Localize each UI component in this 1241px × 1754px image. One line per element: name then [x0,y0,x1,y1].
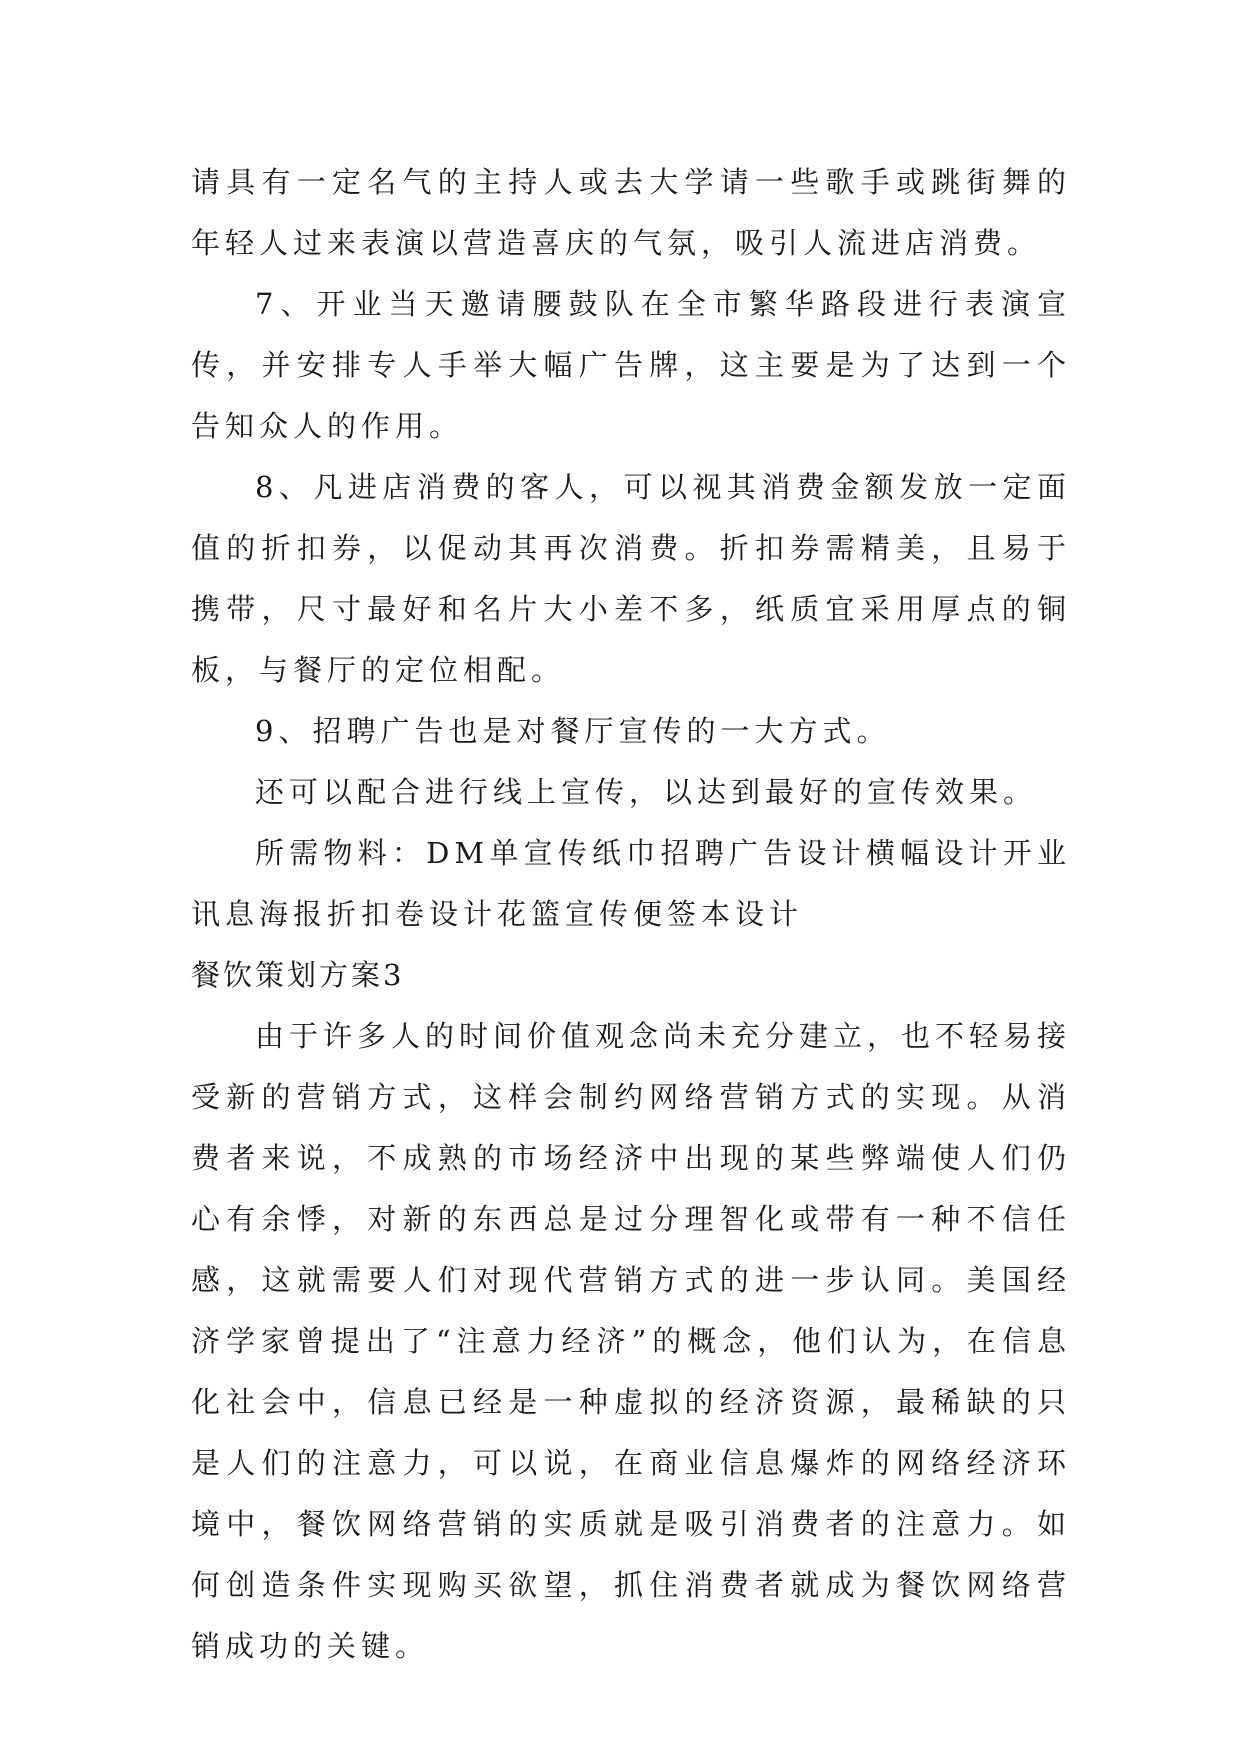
paragraph-section-body: 由于许多人的时间价值观念尚未充分建立，也不轻易接受新的营销方式，这样会制约网络营销方式的实现。从消费者来说，不成熟的市场经济中出现的某些弊端使人们仍心有余悸，对新的东西总是过分理智化或带有一种不信任感，这就需要人们对现代营销方式的进一步认同。美国经济学家曾提出了“注意力经济”的概念，他们认为，在信息化社会中，信息已经是一种虚拟的经济资源，最稀缺的只是人们的注意力，可以说，在商业信息爆炸的网络经济环境中，餐饮网络营销的实质就是吸引消费者的注意力。如何创造条件实现购买欲望，抓住消费者就成为餐饮网络营销成功的关键。 [191,1019,1072,1663]
paragraph-online-promotion: 还可以配合进行线上宣传，以达到最好的宣传效果。 [255,775,1038,809]
paragraph-continuation: 请具有一定名气的主持人或去大学请一些歌手或跳街舞的年轻人过来表演以营造喜庆的气氛，吸引人流进店消费。 [191,165,1071,260]
document-page [191,152,1071,1677]
paragraph-materials: 所需物料：DM单宣传纸巾招聘广告设计横幅设计开业讯息海报折扣卷设计花篮宣传便签本设计 [191,836,1071,931]
paragraph-item-8: 8、凡进店消费的客人，可以视其消费金额发放一定面值的折扣券，以促动其再次消费。折扣券需精美，且易于携带，尺寸最好和名片大小差不多，纸质宜采用厚点的铜板，与餐厅的定位相配。 [191,470,1071,687]
paragraph-item-9: 9、招聘广告也是对餐厅宣传的一大方式。 [255,714,891,748]
paragraph-item-7: 7、开业当天邀请腰鼓队在全市繁华路段进行表演宣传，并安排专人手举大幅广告牌，这主要是为了达到一个告知众人的作用。 [191,287,1071,443]
section-heading: 餐饮策划方案3 [191,958,405,992]
